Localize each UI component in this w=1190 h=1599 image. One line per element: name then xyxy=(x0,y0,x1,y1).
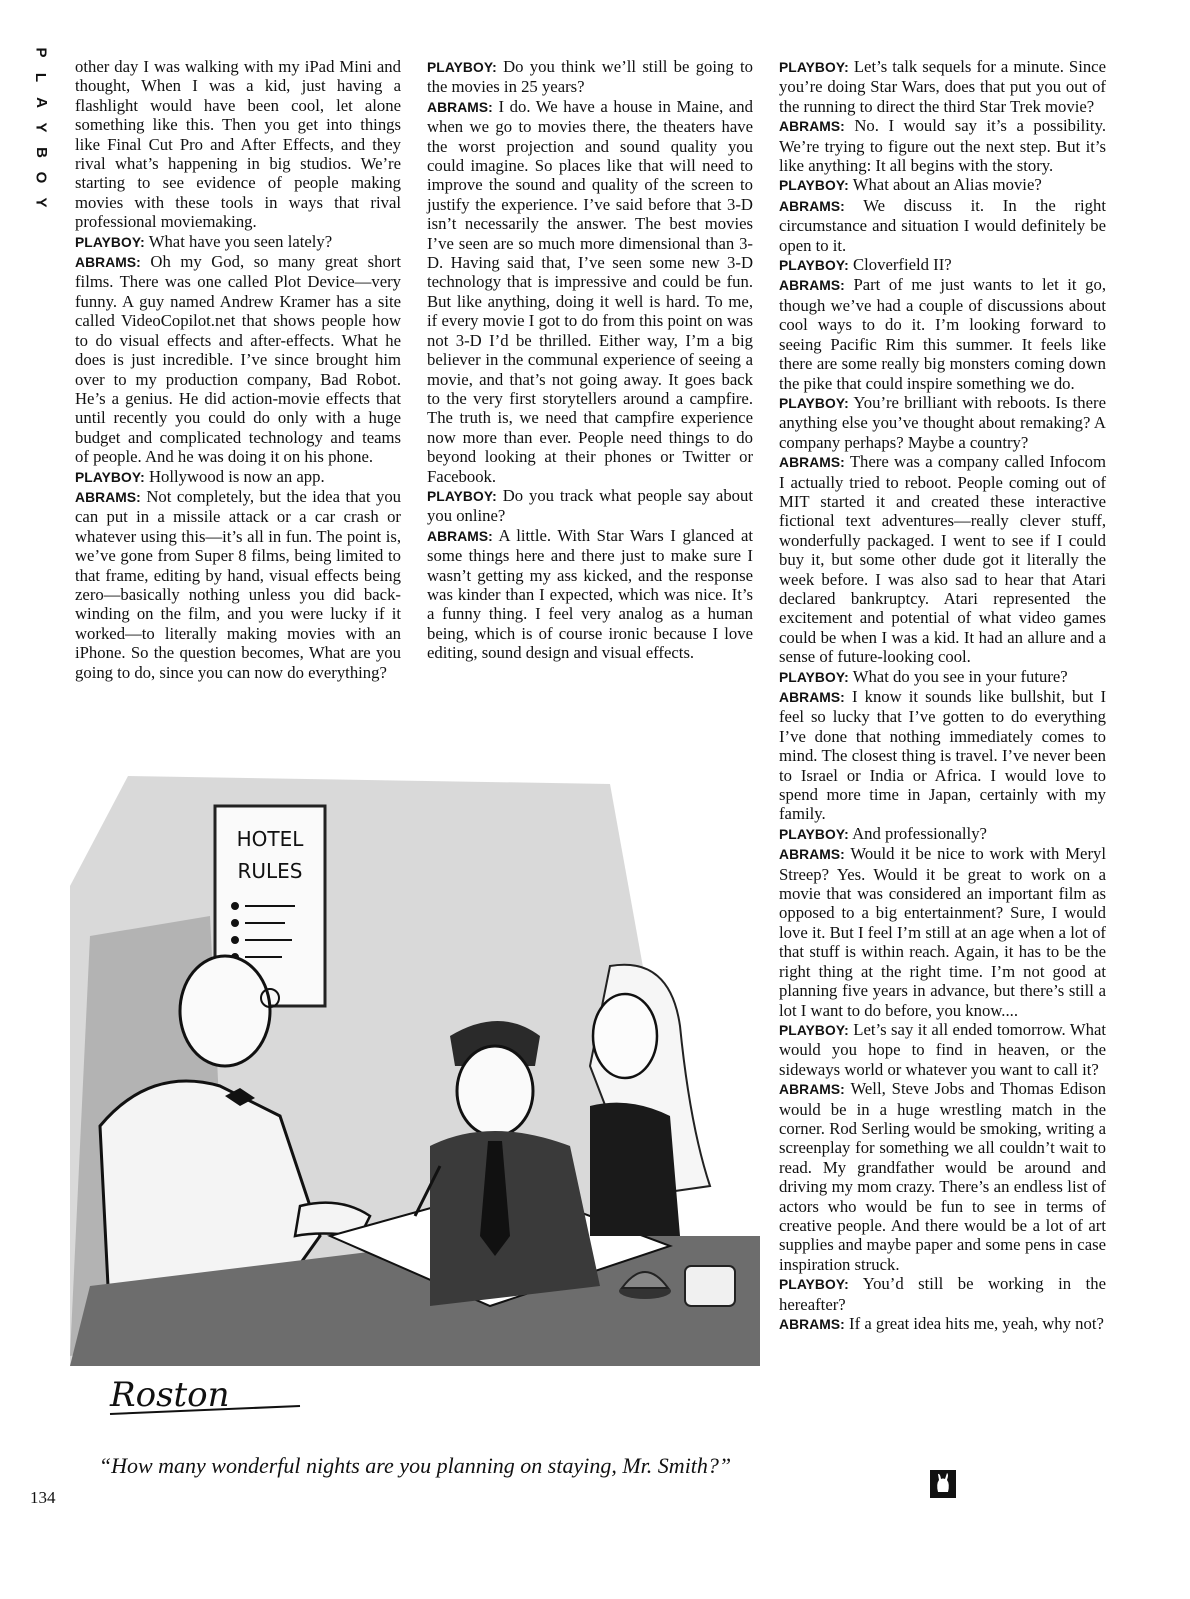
side-letter: Y xyxy=(32,197,50,208)
paragraph-text: And professionally? xyxy=(852,823,987,843)
paragraph-text: If a great idea hits me, yeah, why not? xyxy=(849,1314,1104,1333)
interview-paragraph xyxy=(779,1314,1106,1334)
paragraph-text: Hollywood is now an app. xyxy=(148,466,325,486)
speaker-label: ABRAMS: xyxy=(427,99,493,115)
paragraph-text: What do you see in your future? xyxy=(852,666,1068,686)
interview-paragraph xyxy=(779,175,1106,195)
text-column-2 xyxy=(427,57,753,663)
speaker-label: PLAYBOY: xyxy=(427,488,497,504)
speaker-label: PLAYBOY: xyxy=(75,469,145,485)
interview-paragraph xyxy=(779,57,1106,116)
interview-paragraph xyxy=(779,687,1106,824)
paragraph-text: You’re brilliant with reboots. Is there anything else you’ve thought about remaking? A company perhaps? Maybe a country? xyxy=(779,392,1106,452)
interview-paragraph xyxy=(779,667,1106,687)
interview-paragraph xyxy=(779,255,1106,275)
paragraph-text: other day I was walking with my iPad Mini and thought, When I was a kid, just having a flashlight would have been cool, let alone something like this. Then you get into things like Final Cut Pro and After Effects, and they rival what’s happening in big studios. We’re starting to see evidence of people making movies with these tools in ways that rival professional moviemaking. xyxy=(75,57,401,232)
magazine-side-logo xyxy=(22,40,56,215)
side-letter: Y xyxy=(32,122,50,133)
interview-paragraph xyxy=(75,232,401,252)
interview-paragraph xyxy=(75,57,401,232)
speaker-label: PLAYBOY: xyxy=(427,60,497,75)
speaker-label: ABRAMS: xyxy=(779,847,845,863)
speaker-label: ABRAMS: xyxy=(779,198,845,214)
speaker-label: ABRAMS: xyxy=(779,1317,845,1332)
side-letter: B xyxy=(32,147,50,158)
interview-paragraph xyxy=(779,1020,1106,1079)
paragraph-text: Cloverfield II? xyxy=(852,255,952,275)
paragraph-text: There was a company called Infocom I actually tried to reboot. People coming out of MIT started it and created these interactive fictional text adventures—really clever stuff, wonderfully packaged. I went to see if I could buy it, but some other dude got it literally the week before. I was also sad to hear that Atari declared bankruptcy. Atari represented the excitement and potential of what video games could be when I was a kid. It had an allure and a sense of future-looking cool. xyxy=(779,452,1107,667)
interview-paragraph xyxy=(427,97,753,486)
paragraph-text: A little. With Star Wars I glanced at some things here and there just to make sure I wasn’t getting my ass kicked, and the response was kinder than I expected, which was nice. It’s a funny thing. I feel very analog as a human being, which is of course ironic because I love editing, sound design and visual effects. xyxy=(427,525,753,663)
interview-paragraph xyxy=(779,393,1106,452)
speaker-label: ABRAMS: xyxy=(779,1082,845,1098)
paragraph-text: No. I would say it’s a possibility. We’re trying to figure out the next step. But it’s like anything: It all begins with the story. xyxy=(779,116,1106,176)
paragraph-text: Do you think we’ll still be going to the movies in 25 years? xyxy=(427,57,753,97)
artist-signature: Roston xyxy=(110,1375,230,1415)
interview-paragraph xyxy=(75,487,401,682)
page-number: 134 xyxy=(30,1488,56,1507)
paragraph-text: Let’s say it all ended tomorrow. What would you hope to find in heaven, or the sideways world or whatever you want to call it? xyxy=(779,1019,1106,1079)
speaker-label: ABRAMS: xyxy=(779,278,845,294)
interview-paragraph xyxy=(779,452,1106,666)
speaker-label: ABRAMS: xyxy=(427,528,493,544)
paragraph-text: Would it be nice to work with Meryl Streep? Yes. Would it be great to work on a movie that was considered an important film as opposed to a big entertainment? Sure, I would love it. But I feel I’m still at an age when a lot of that stuff is within reach. Again, it has to be the right thing at the right time. I’m not good at planning five years in advance, but there’s still a lot I want to do before, you know.... xyxy=(779,844,1107,1020)
interview-paragraph xyxy=(427,57,753,97)
sign-line-2: RULES xyxy=(237,859,303,883)
interview-paragraph xyxy=(427,486,753,526)
cartoon-caption: “How many wonderful nights are you planning on staying, Mr. Smith?” xyxy=(98,1453,732,1478)
speaker-label: PLAYBOY: xyxy=(779,1277,849,1293)
speaker-label: ABRAMS: xyxy=(75,489,141,505)
paragraph-text: Let’s talk sequels for a minute. Since you’re doing Star Wars, does that put you out of the running to direct the third Star Trek movie? xyxy=(779,57,1106,116)
paragraph-text: Well, Steve Jobs and Thomas Edison would be in a huge wrestling match in the corner. Rod Serling would be smoking, writing a screenplay for something we all couldn’t wait to read. My grandfather would be around and driving my mom crazy. There’s an endless list of actors who would be fun to see in terms of creative people. And there would be a lot of art supplies and maybe paper and some pens in case inspiration struck. xyxy=(779,1079,1106,1274)
paragraph-text: What about an Alias movie? xyxy=(852,175,1042,195)
interview-paragraph xyxy=(779,196,1106,255)
side-letter: L xyxy=(32,72,50,83)
paragraph-text: We discuss it. In the right circumstance and situation I would definitely be open to it. xyxy=(779,195,1106,255)
paragraph-text: Not completely, but the idea that you can put in a missile attack or a car crash or whatever using this—it’s all in fun. The point is, we’ve gone from Super 8 films, being limited to that frame, editing by hand, visual effects being zero—basically nothing unless you did back-winding on the film, and you were lucky if it worked—to literally making movies with an iPhone. So the question becomes, What are you going to do, since you can now do everything? xyxy=(75,486,402,682)
paragraph-text: I do. We have a house in Maine, and when we go to movies there, the theaters have the worst projection and sound quality you could imagine. So places like that will need to improve the sound and quality of the screen to justify the experience. I’ve said before that 3-D isn’t necessarily the answer. The best movies I’ve seen are so much more dimensional than 3-D. Having said that, I’ve seen some new 3-D technology that is impressive and could be fun. But like anything, doing it well is hard. To me, if every movie I got to do from this point on was not 3-D I’d be thrilled. Either way, I’m a big believer in the communal experience of seeing a movie, and that’s not going away. It goes back to the very first storytellers around a campfire. The truth is, we need that campfire experience now more than ever. People need things to do beyond looking at their phones or Twitter or Facebook. xyxy=(427,96,753,486)
speaker-label: PLAYBOY: xyxy=(779,178,849,194)
interview-paragraph xyxy=(779,116,1106,175)
side-letter: O xyxy=(32,171,50,184)
speaker-label: PLAYBOY: xyxy=(779,1022,849,1038)
speaker-label: PLAYBOY: xyxy=(779,60,849,75)
paragraph-text: Part of me just wants to let it go, though we’ve had a couple of discussions about cool ways to do it. I’m looking forward to seeing Pacific Rim this summer. It feels like there are some really big monsters coming down the pike that could inspire something we do. xyxy=(779,275,1106,393)
rabbit-head-end-mark-icon xyxy=(930,1470,956,1498)
paragraph-text: What have you seen lately? xyxy=(148,231,333,251)
interview-paragraph xyxy=(427,526,753,663)
side-letter: A xyxy=(32,97,50,108)
sign-line-1: HOTEL xyxy=(236,827,304,851)
interview-paragraph xyxy=(779,844,1106,1020)
paragraph-text: You’d still be working in the hereafter? xyxy=(779,1274,1106,1314)
interview-paragraph xyxy=(75,252,401,466)
interview-paragraph xyxy=(779,1274,1106,1314)
text-column-1 xyxy=(75,57,401,682)
speaker-label: ABRAMS: xyxy=(779,119,845,135)
speaker-label: PLAYBOY: xyxy=(779,826,849,842)
interview-paragraph xyxy=(779,275,1106,392)
speaker-label: PLAYBOY: xyxy=(779,395,849,411)
side-letter: P xyxy=(32,47,50,58)
cartoon-illustration xyxy=(70,766,760,1426)
speaker-label: PLAYBOY: xyxy=(779,258,849,274)
interview-paragraph xyxy=(779,824,1106,844)
paragraph-text: Oh my God, so many great short films. There was one called Plot Device—very funny. A guy named Andrew Kramer has a site called VideoCopilot.net that shows people how to do visual effects and after-effects. What he does is just incredible. I’ve since brought him over to my production company, Bad Robot. He’s a genius. He did action-movie effects that until recently you could do only with a huge budget and complicated technology and teams of people. And he was doing it on his phone. xyxy=(75,252,401,467)
paragraph-text: Do you track what people say about you online? xyxy=(427,485,754,526)
speaker-label: PLAYBOY: xyxy=(779,669,849,685)
speaker-label: PLAYBOY: xyxy=(75,234,145,250)
speaker-label: ABRAMS: xyxy=(779,690,845,705)
paragraph-text: I know it sounds like bullshit, but I feel so lucky that I’ve gotten to do everything I’ve done that nothing immediately comes to mind. The closest thing is travel. I’ve never been to Israel or India or Africa. I would love to spend more time in Japan, certainly with my family. xyxy=(779,687,1107,824)
speaker-label: ABRAMS: xyxy=(75,255,141,271)
text-column-3 xyxy=(779,57,1106,1334)
interview-paragraph xyxy=(779,1079,1106,1274)
speaker-label: ABRAMS: xyxy=(779,455,845,471)
interview-paragraph xyxy=(75,467,401,487)
